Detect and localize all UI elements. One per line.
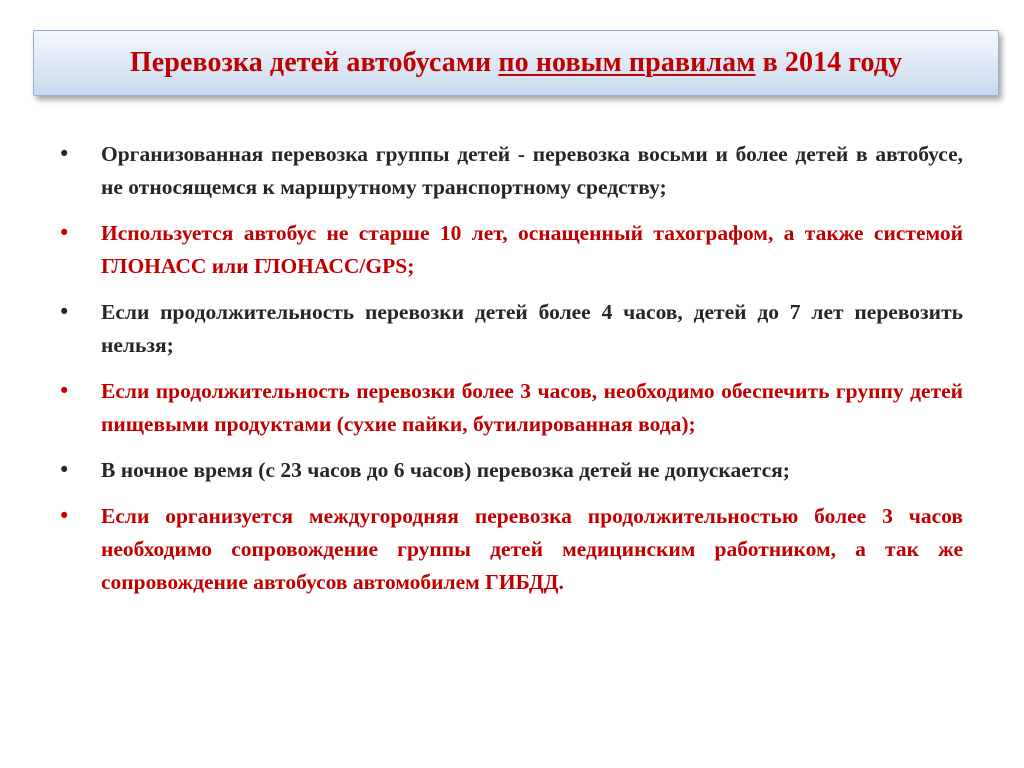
bullet-item-3 <box>0 296 1024 362</box>
slide-title <box>130 47 902 79</box>
bullet-item-5 <box>0 454 1024 487</box>
bullet-text: В ночное время (с 23 часов до 6 часов) перевозка детей не допускается; <box>101 458 790 482</box>
bullet-text: Если организуется междугородняя перевозка продолжительностью более 3 часов необходимо сопровождение группы детей медицинским работником, а так же сопровождение автобусов автомобилем ГИБДД. <box>101 504 963 594</box>
title-part-underlined: по новым правилам <box>498 47 756 78</box>
bullet-marker: • <box>58 504 71 528</box>
bullet-text: Организованная перевозка группы детей - перевозка восьми и более детей в автобусе, не относящемся к маршрутному транспортному средству; <box>101 142 963 199</box>
bullet-item-1 <box>0 138 1024 204</box>
title-box <box>33 30 999 96</box>
bullet-marker: • <box>58 142 71 166</box>
bullet-item-4 <box>0 375 1024 441</box>
title-part-1: Перевозка детей автобусами <box>129 47 499 78</box>
bullet-text: Если продолжительность перевозки более 3 часов, необходимо обеспечить группу детей пищевыми продуктами (сухие пайки, бутилированная вода); <box>101 379 963 436</box>
bullet-marker: • <box>58 458 71 482</box>
bullet-marker: • <box>58 379 71 403</box>
bullet-item-6 <box>0 500 1024 599</box>
bullet-text: Используется автобус не старше 10 лет, оснащенный тахографом, а также системой ГЛОНАСС или ГЛОНАСС/GPS; <box>101 221 963 278</box>
bullet-item-2 <box>0 217 1024 283</box>
bullet-marker: • <box>58 300 71 324</box>
bullet-marker: • <box>58 221 71 245</box>
bullet-list <box>0 138 1024 612</box>
title-part-3: в 2014 году <box>755 47 903 78</box>
bullet-text: Если продолжительность перевозки детей более 4 часов, детей до 7 лет перевозить нельзя; <box>101 300 963 357</box>
